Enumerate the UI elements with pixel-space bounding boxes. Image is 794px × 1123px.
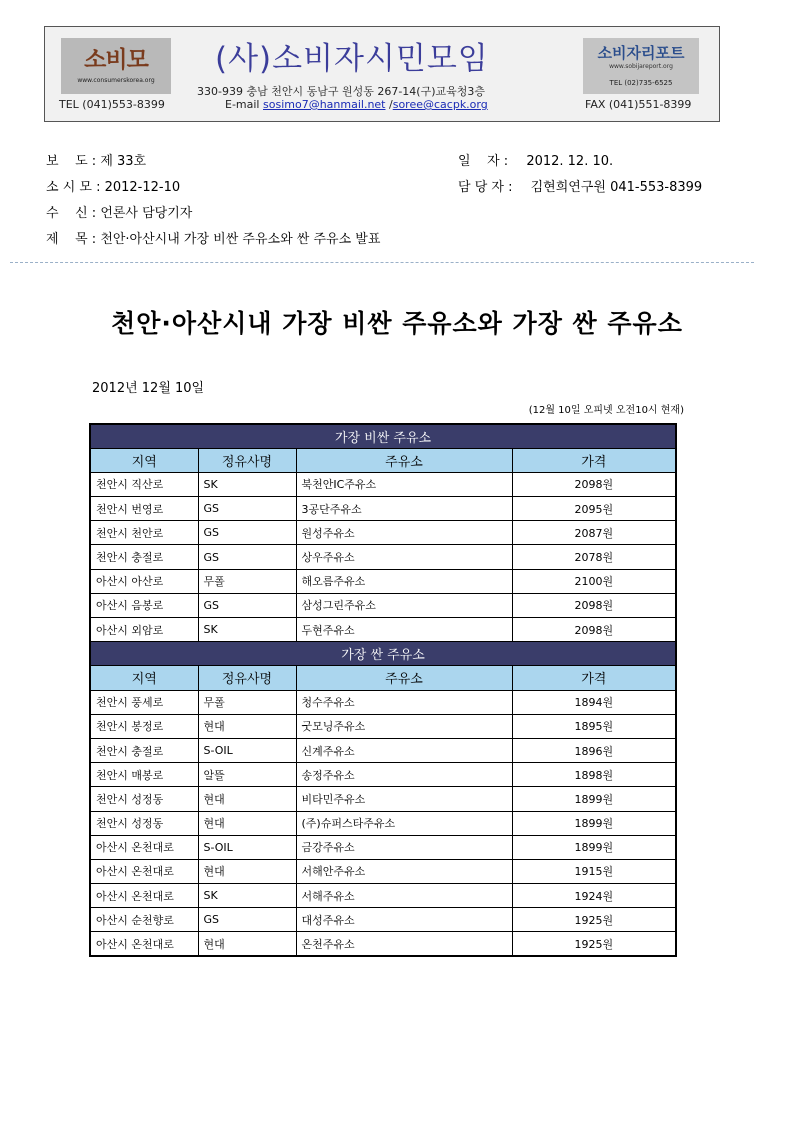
cell-station: 3공단주유소 (296, 497, 512, 521)
table-row (90, 811, 676, 835)
cheap-column-headers (90, 666, 676, 690)
meta-report-label: 보 도 : (46, 154, 97, 169)
email-separator: / (389, 98, 393, 111)
consumer-logo-url: www.consumerskorea.org (77, 77, 155, 84)
expensive-section-header (90, 424, 676, 448)
gas-price-table (89, 423, 677, 957)
cheap-section-header (90, 642, 676, 666)
column-header-region: 지역 (90, 448, 198, 472)
meta-date (458, 150, 613, 169)
meta-recipient-value: 언론사 담당기자 (100, 206, 193, 221)
column-header-station: 주유소 (296, 666, 512, 690)
meta-contact (458, 176, 702, 195)
org-address: 330-939 충남 천안시 동남구 원성동 267-14(구)교육청3층 (197, 85, 486, 98)
cell-region: 아산시 아산로 (90, 569, 198, 593)
meta-date-value: 2012. 12. 10. (526, 154, 614, 169)
cell-station: (주)슈퍼스타주유소 (296, 811, 512, 835)
table-row (90, 738, 676, 762)
consumer-logo (61, 38, 171, 94)
table-row (90, 763, 676, 787)
cell-price: 2098원 (512, 593, 676, 617)
expensive-section-header-title: 가장 비싼 주유소 (90, 424, 676, 448)
cell-brand: SK (198, 884, 296, 908)
cell-region: 아산시 외암로 (90, 618, 198, 642)
cell-station: 송정주유소 (296, 763, 512, 787)
data-source-note: (12월 10일 오피넷 오전10시 현재) (528, 405, 684, 416)
meta-subject-value: 천안·아산시내 가장 비싼 주유소와 싼 주유소 발표 (100, 232, 381, 247)
meta-contact-label: 담 당 자 : (458, 180, 513, 195)
cell-region: 아산시 온천대로 (90, 859, 198, 883)
org-tel: TEL (041)553-8399 (59, 98, 165, 111)
meta-recipient-label: 수 신 : (46, 206, 97, 221)
table-row (90, 593, 676, 617)
cell-region: 천안시 봉정로 (90, 714, 198, 738)
cell-price: 1898원 (512, 763, 676, 787)
cell-brand: 현대 (198, 714, 296, 738)
cell-price: 1899원 (512, 835, 676, 859)
org-name: (사)소비자시민모임 (215, 41, 489, 77)
column-header-price: 가격 (512, 666, 676, 690)
column-header-brand: 정유사명 (198, 666, 296, 690)
cell-region: 천안시 성정동 (90, 811, 198, 835)
cell-price: 1899원 (512, 787, 676, 811)
cell-region: 아산시 온천대로 (90, 884, 198, 908)
cell-price: 1925원 (512, 932, 676, 956)
cell-price: 1899원 (512, 811, 676, 835)
cell-region: 아산시 온천대로 (90, 932, 198, 956)
cell-brand: GS (198, 521, 296, 545)
table-row (90, 908, 676, 932)
table-row (90, 835, 676, 859)
cell-brand: 알뜰 (198, 763, 296, 787)
org-fax: FAX (041)551-8399 (585, 98, 692, 111)
meta-sender (46, 176, 180, 195)
cell-brand: 현대 (198, 932, 296, 956)
meta-report (46, 150, 146, 169)
cell-brand: 현대 (198, 811, 296, 835)
cell-region: 천안시 번영로 (90, 497, 198, 521)
cell-region: 아산시 순천향로 (90, 908, 198, 932)
cheap-section-header-title: 가장 싼 주유소 (90, 642, 676, 666)
cell-price: 2095원 (512, 497, 676, 521)
meta-date-label: 일 자 : (458, 154, 509, 169)
cell-price: 1924원 (512, 884, 676, 908)
cell-station: 대성주유소 (296, 908, 512, 932)
meta-recipient (46, 202, 192, 221)
cell-brand: 현대 (198, 859, 296, 883)
table-row (90, 859, 676, 883)
cell-brand: 무폴 (198, 690, 296, 714)
document-title: 천안·아산시내 가장 비싼 주유소와 가장 싼 주유소 (111, 309, 683, 338)
cell-price: 1895원 (512, 714, 676, 738)
cell-brand: S-OIL (198, 738, 296, 762)
cell-station: 삼성그린주유소 (296, 593, 512, 617)
table-row (90, 884, 676, 908)
cell-region: 천안시 풍세로 (90, 690, 198, 714)
column-header-price: 가격 (512, 448, 676, 472)
email-link-2[interactable]: soree@cacpk.org (392, 98, 488, 111)
cell-station: 굿모닝주유소 (296, 714, 512, 738)
cell-brand: GS (198, 497, 296, 521)
report-date: 2012년 12월 10일 (92, 381, 205, 396)
meta-subject (46, 228, 380, 247)
cell-price: 2087원 (512, 521, 676, 545)
cell-region: 아산시 온천대로 (90, 835, 198, 859)
cell-brand: S-OIL (198, 835, 296, 859)
meta-report-value: 제 33호 (100, 154, 147, 169)
consumer-logo-mark: 소비모 (84, 47, 148, 73)
cell-station: 온천주유소 (296, 932, 512, 956)
column-header-brand: 정유사명 (198, 448, 296, 472)
cell-brand: GS (198, 908, 296, 932)
email-link-1[interactable]: sosimo7@hanmail.net (263, 98, 386, 111)
report-logo-tel: TEL (02)735-6525 (609, 79, 673, 87)
cell-brand: 무폴 (198, 569, 296, 593)
cell-price: 1894원 (512, 690, 676, 714)
cell-station: 서해안주유소 (296, 859, 512, 883)
cell-region: 천안시 충절로 (90, 545, 198, 569)
meta-subject-label: 제 목 : (46, 232, 97, 247)
cell-price: 2078원 (512, 545, 676, 569)
table-row (90, 472, 676, 496)
report-logo (583, 38, 699, 94)
gas-price-table-body (90, 424, 676, 956)
cell-brand: SK (198, 618, 296, 642)
table-row (90, 932, 676, 956)
cell-station: 원성주유소 (296, 521, 512, 545)
meta-sender-value: 2012-12-10 (104, 180, 181, 195)
cell-region: 천안시 충절로 (90, 738, 198, 762)
table-row (90, 714, 676, 738)
column-header-station: 주유소 (296, 448, 512, 472)
cell-region: 천안시 직산로 (90, 472, 198, 496)
cell-station: 두현주유소 (296, 618, 512, 642)
cell-station: 비타민주유소 (296, 787, 512, 811)
org-email-row (225, 98, 488, 111)
cell-price: 2098원 (512, 472, 676, 496)
letterhead (44, 26, 720, 122)
cell-station: 금강주유소 (296, 835, 512, 859)
cell-price: 2098원 (512, 618, 676, 642)
meta-sender-label: 소 시 모 : (46, 180, 101, 195)
expensive-column-headers (90, 448, 676, 472)
column-header-region: 지역 (90, 666, 198, 690)
cell-brand: SK (198, 472, 296, 496)
cell-station: 서해주유소 (296, 884, 512, 908)
cell-station: 상우주유소 (296, 545, 512, 569)
cell-station: 북천안IC주유소 (296, 472, 512, 496)
cell-station: 신계주유소 (296, 738, 512, 762)
meta-contact-value: 김현희연구원 041-553-8399 (530, 180, 703, 195)
cell-brand: GS (198, 545, 296, 569)
cell-station: 청수주유소 (296, 690, 512, 714)
cell-brand: GS (198, 593, 296, 617)
report-logo-url: www.sobijareport.org (609, 63, 673, 70)
table-row (90, 787, 676, 811)
cell-region: 천안시 매봉로 (90, 763, 198, 787)
email-label: E-mail (225, 98, 260, 111)
cell-price: 1915원 (512, 859, 676, 883)
section-divider (10, 262, 754, 263)
cell-brand: 현대 (198, 787, 296, 811)
cell-region: 아산시 음봉로 (90, 593, 198, 617)
table-row (90, 497, 676, 521)
cell-station: 해오름주유소 (296, 569, 512, 593)
table-row (90, 618, 676, 642)
cell-region: 천안시 성정동 (90, 787, 198, 811)
table-row (90, 521, 676, 545)
table-row (90, 545, 676, 569)
report-logo-mark: 소비자리포트 (597, 44, 685, 62)
cell-price: 1896원 (512, 738, 676, 762)
cell-region: 천안시 천안로 (90, 521, 198, 545)
table-row (90, 569, 676, 593)
cell-price: 1925원 (512, 908, 676, 932)
cell-price: 2100원 (512, 569, 676, 593)
table-row (90, 690, 676, 714)
